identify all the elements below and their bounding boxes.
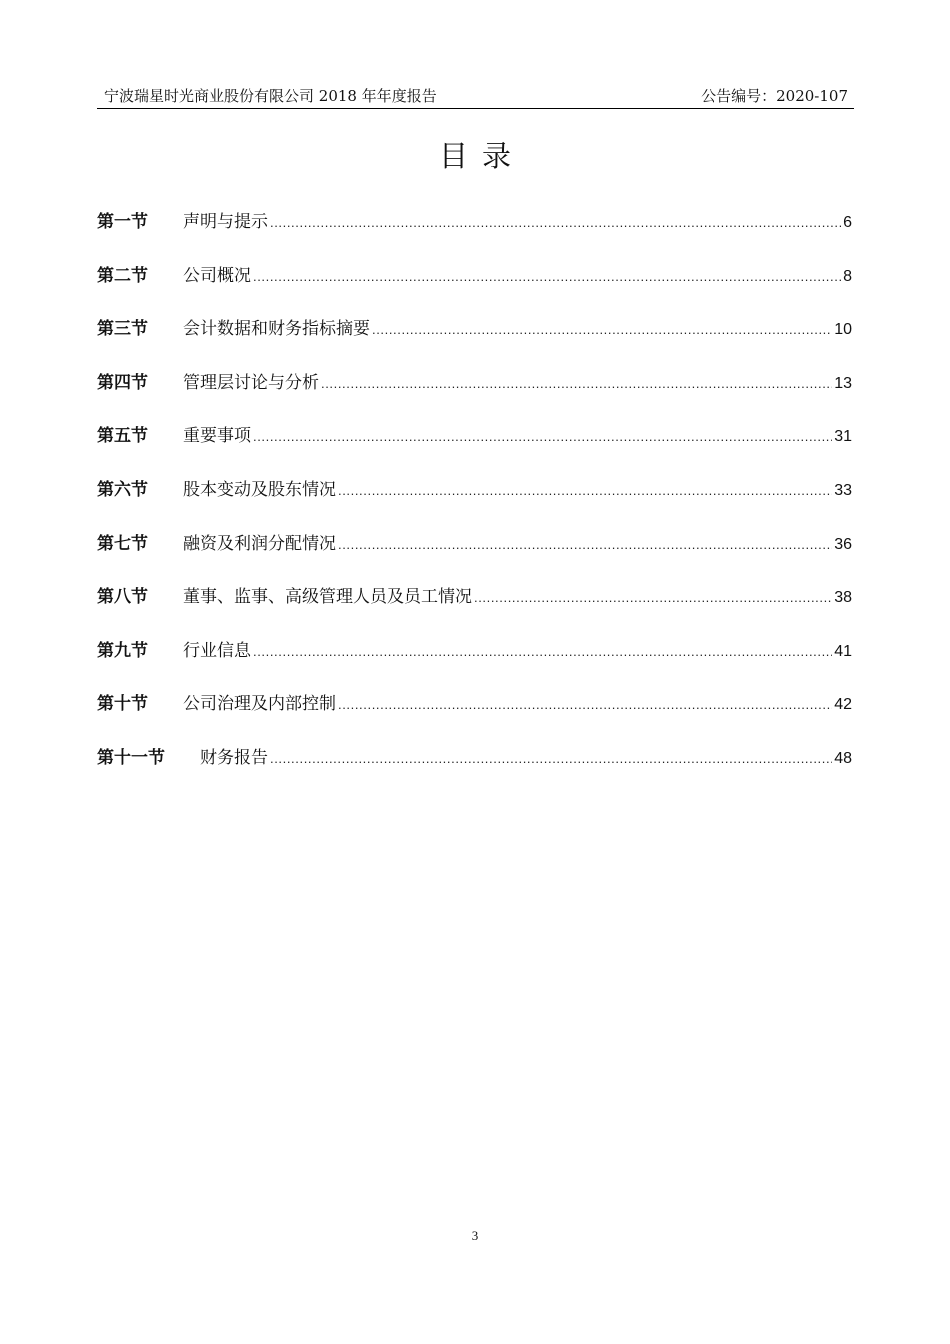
toc-dot-leader xyxy=(338,476,832,506)
header-announcement-number: 公告编号：2020-107 xyxy=(701,87,848,105)
toc-entry-8[interactable] xyxy=(97,582,852,636)
toc-section-number: 第二节 xyxy=(97,265,148,286)
toc-page-number: 6 xyxy=(843,214,852,231)
toc-section-title: 股本变动及股东情况 xyxy=(183,479,336,500)
toc-page-number: 31 xyxy=(834,428,852,446)
toc-section-number: 第八节 xyxy=(97,587,148,608)
toc-section-number: 第十一节 xyxy=(97,747,165,768)
toc-dot-leader xyxy=(321,369,832,399)
toc-section-title: 融资及利润分配情况 xyxy=(183,533,336,554)
toc-dot-leader xyxy=(372,315,832,345)
toc-section-number: 第三节 xyxy=(97,319,148,340)
toc-page-number: 41 xyxy=(834,642,852,660)
toc-entry-3[interactable] xyxy=(97,314,852,368)
toc-entry-9[interactable] xyxy=(97,636,852,690)
toc-section-title: 行业信息 xyxy=(183,640,251,661)
toc-section-title: 声明与提示 xyxy=(183,212,268,232)
toc-entry-6[interactable] xyxy=(97,475,852,529)
toc-section-title: 公司治理及内部控制 xyxy=(183,694,336,715)
toc-page-number: 8 xyxy=(843,267,852,285)
toc-dot-leader xyxy=(253,422,832,452)
toc-page-number: 48 xyxy=(834,749,852,767)
toc-page-number: 13 xyxy=(834,374,852,392)
toc-entry-7[interactable] xyxy=(97,529,852,583)
toc-entry-2[interactable] xyxy=(97,261,852,315)
header-report-title: 宁波瑞星时光商业股份有限公司 2018 年年度报告 xyxy=(104,87,437,105)
toc-dot-leader xyxy=(270,744,832,774)
toc-dot-leader xyxy=(338,530,832,560)
toc-entry-1[interactable] xyxy=(97,207,852,261)
toc-section-title: 财务报告 xyxy=(200,747,268,768)
toc-entry-4[interactable] xyxy=(97,368,852,422)
toc-dot-leader xyxy=(474,583,832,613)
toc-dot-leader xyxy=(253,637,832,667)
toc-page-number: 42 xyxy=(834,696,852,714)
toc-section-number: 第十节 xyxy=(97,694,148,715)
toc-section-title: 董事、监事、高级管理人员及员工情况 xyxy=(183,587,472,608)
toc-page-number: 10 xyxy=(834,321,852,339)
page-title: 目录 xyxy=(438,139,525,173)
toc-section-title: 管理层讨论与分析 xyxy=(183,372,319,393)
toc-entry-5[interactable] xyxy=(97,421,852,475)
toc-dot-leader xyxy=(338,690,832,720)
toc-section-title: 公司概况 xyxy=(183,265,251,286)
toc-dot-leader xyxy=(270,208,841,238)
toc-section-number: 第六节 xyxy=(97,479,148,500)
page-header xyxy=(97,86,854,109)
toc-dot-leader xyxy=(253,262,841,292)
table-of-contents xyxy=(97,207,852,797)
toc-entry-10[interactable] xyxy=(97,689,852,743)
toc-page-number: 38 xyxy=(834,589,852,607)
toc-page-number: 36 xyxy=(834,535,852,553)
toc-section-title: 会计数据和财务指标摘要 xyxy=(183,319,370,340)
toc-section-number: 第四节 xyxy=(97,372,148,393)
toc-section-number: 第九节 xyxy=(97,640,148,661)
toc-section-title: 重要事项 xyxy=(183,426,251,447)
page-footer-number: 3 xyxy=(471,1228,479,1243)
toc-section-number: 第一节 xyxy=(97,212,148,232)
toc-section-number: 第五节 xyxy=(97,426,148,447)
toc-section-number: 第七节 xyxy=(97,533,148,554)
toc-page-number: 33 xyxy=(834,481,852,499)
toc-entry-11[interactable] xyxy=(97,743,852,797)
